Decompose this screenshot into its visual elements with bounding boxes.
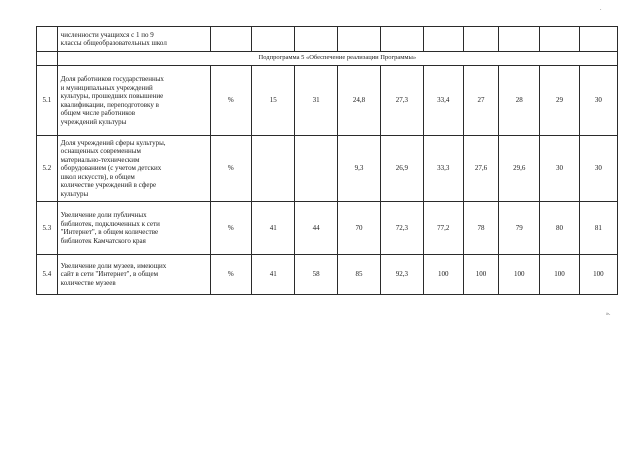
value-cell: 72,3 <box>381 202 423 255</box>
value-cell: 100 <box>540 255 579 295</box>
table-row <box>37 202 618 255</box>
closing-quote-mark: ». <box>606 311 611 317</box>
value-cell: 9,3 <box>337 136 380 202</box>
indicator-name-cell: Увеличение доли музеев, имеющих сайт в сети "Интернет", в общем количестве музеев <box>57 255 210 295</box>
value-cell: 15 <box>252 66 295 136</box>
value-cell: 70 <box>337 202 380 255</box>
value-cell: 29,6 <box>499 136 540 202</box>
row-number-cell <box>37 52 58 66</box>
value-cell: 24,8 <box>337 66 380 136</box>
value-cell: 41 <box>252 202 295 255</box>
value-cell: 44 <box>295 202 337 255</box>
indicator-name-cell: численности учащихся с 1 по 9 классы общеобразовательных школ <box>57 27 210 52</box>
value-cell: 33,3 <box>423 136 463 202</box>
subprogram-title: Подпрограмма 5 «Обеспечение реализации Программы» <box>57 52 617 66</box>
value-cell: 29 <box>540 66 579 136</box>
value-cell: 81 <box>579 202 617 255</box>
corner-mark: . <box>600 6 602 12</box>
row-number-cell <box>37 27 58 52</box>
subprogram-header-row <box>37 52 618 66</box>
table-row <box>37 66 618 136</box>
value-cell: 58 <box>295 255 337 295</box>
value-cell: 79 <box>499 202 540 255</box>
row-number-cell: 5.3 <box>37 202 58 255</box>
value-cell: 28 <box>499 66 540 136</box>
table-row <box>37 136 618 202</box>
indicator-name-cell: Доля учреждений сферы культуры, оснащенных современным материально-техническим оборудованием (с учетом детских школ искусств), в общем количестве учреждений в сфере культуры <box>57 136 210 202</box>
value-cell: 85 <box>337 255 380 295</box>
indicators-table <box>36 26 618 295</box>
value-cell: 30 <box>579 136 617 202</box>
value-cell: 78 <box>463 202 498 255</box>
value-cell: 27,3 <box>381 66 423 136</box>
value-cell: 27,6 <box>463 136 498 202</box>
unit-cell: % <box>210 66 251 136</box>
value-cell: 33,4 <box>423 66 463 136</box>
value-cell <box>252 136 295 202</box>
value-cell: 100 <box>579 255 617 295</box>
value-cell: 80 <box>540 202 579 255</box>
value-cell: 41 <box>252 255 295 295</box>
indicator-name-cell: Доля работников государственных и муниципальных учреждений культуры, прошедших повышение квалификации, переподготовку в общем числе работников учреждений культуры <box>57 66 210 136</box>
value-cell: 27 <box>463 66 498 136</box>
row-number-cell: 5.4 <box>37 255 58 295</box>
unit-cell: % <box>210 202 251 255</box>
table-row-top <box>37 27 618 52</box>
value-cell: 92,3 <box>381 255 423 295</box>
row-number-cell: 5.2 <box>37 136 58 202</box>
table-row <box>37 255 618 295</box>
value-cell: 100 <box>423 255 463 295</box>
unit-cell: % <box>210 255 251 295</box>
value-cell: 30 <box>540 136 579 202</box>
value-cell: 26,9 <box>381 136 423 202</box>
value-cell <box>295 136 337 202</box>
value-cell: 100 <box>463 255 498 295</box>
unit-cell: % <box>210 136 251 202</box>
row-number-cell: 5.1 <box>37 66 58 136</box>
value-cell: 100 <box>499 255 540 295</box>
value-cell: 31 <box>295 66 337 136</box>
indicator-name-cell: Увеличение доли публичных библиотек, подключенных к сети "Интернет", в общем количестве библиотек Камчатского края <box>57 202 210 255</box>
value-cell: 30 <box>579 66 617 136</box>
value-cell: 77,2 <box>423 202 463 255</box>
